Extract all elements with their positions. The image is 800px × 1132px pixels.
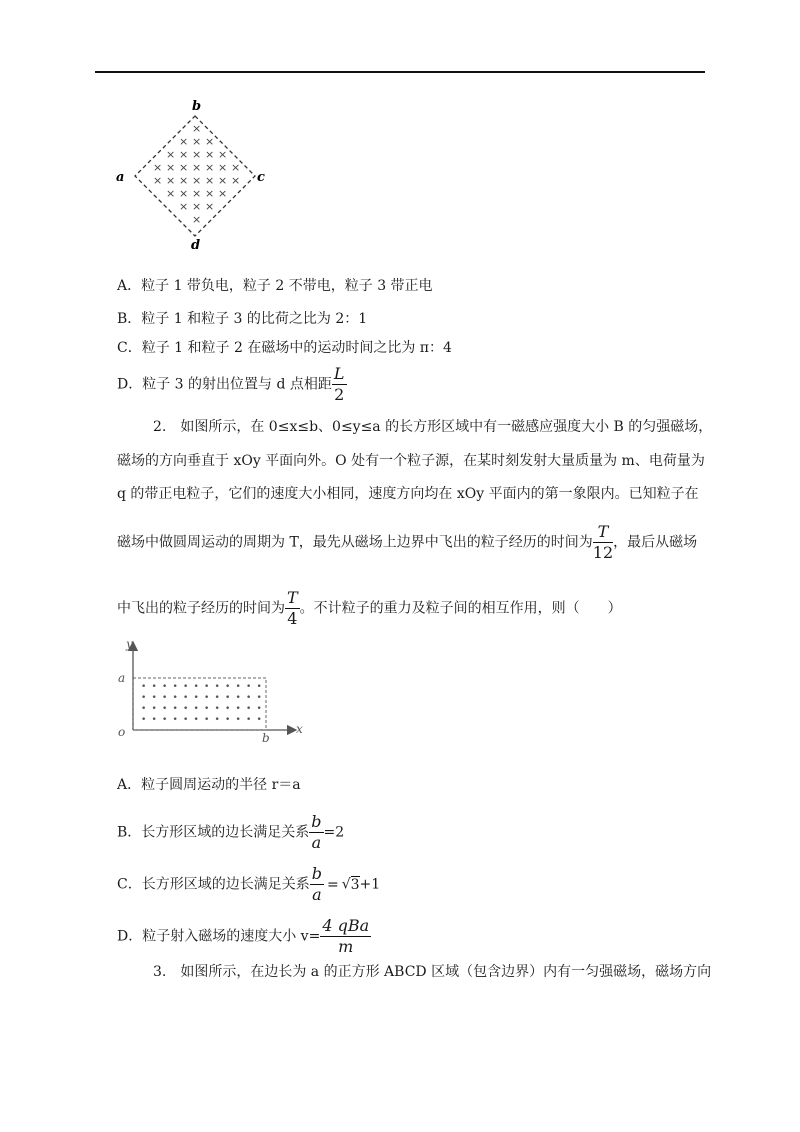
fig1-label-d: d bbox=[191, 238, 201, 252]
cross-mark: × bbox=[231, 161, 241, 174]
fraction-b-over-a: $\frac{b}{a}$ bbox=[311, 812, 322, 852]
q1-option-a[interactable] bbox=[117, 276, 433, 296]
q2-option-a[interactable] bbox=[117, 775, 301, 795]
dot-mark: • bbox=[204, 682, 210, 692]
q2-line-2: 磁场的方向垂直于 xOy 平面向外。O 处有一个粒子源，在某时刻发射大量质量为 m、电荷量为 bbox=[117, 453, 705, 469]
axis-label-x: x bbox=[296, 722, 303, 736]
cross-mark: × bbox=[166, 148, 176, 161]
dot-mark: • bbox=[214, 693, 220, 703]
option-letter: A． bbox=[117, 278, 142, 294]
cross-mark: × bbox=[192, 135, 202, 148]
fraction-b-over-a: $\frac{b}{a}$ bbox=[311, 864, 322, 904]
dot-mark: • bbox=[162, 693, 168, 703]
fraction-T-over-4: $\frac{T}{4}$ bbox=[287, 588, 298, 628]
dot-mark: • bbox=[204, 693, 210, 703]
dot-mark: • bbox=[235, 704, 241, 714]
dot-mark: • bbox=[225, 715, 231, 725]
dot-mark: • bbox=[256, 715, 262, 725]
dot-mark: • bbox=[246, 693, 252, 703]
cross-mark: × bbox=[179, 148, 189, 161]
cross-mark: × bbox=[205, 135, 215, 148]
dot-mark: • bbox=[225, 682, 231, 692]
dot-mark: • bbox=[204, 704, 210, 714]
option-letter: D． bbox=[117, 928, 143, 945]
cross-mark: × bbox=[205, 161, 215, 174]
dot-mark: • bbox=[235, 693, 241, 703]
field-cross-marks bbox=[153, 122, 240, 226]
label-origin-o: o bbox=[118, 725, 126, 739]
cross-mark: × bbox=[205, 174, 215, 187]
cross-mark: × bbox=[166, 174, 176, 187]
q2-line-4: 磁场中做圆周运动的周期为 T，最先从磁场上边界中飞出的粒子经历的时间为 $\frac{T}{12}$ ，最后从磁场 bbox=[117, 522, 698, 562]
q2-line-1: 2. 如图所示，在 0≤x≤b、0≤y≤a 的长方形区域中有一磁感应强度大小 B 的匀强磁场， bbox=[153, 419, 713, 435]
fraction-velocity: $\frac{\text{4 qBa}}{m}$ bbox=[322, 916, 370, 956]
option-text: 粒子射入磁场的速度大小 v= bbox=[142, 928, 321, 945]
dot-mark: • bbox=[151, 704, 157, 714]
cross-mark: × bbox=[192, 174, 202, 187]
cross-mark: × bbox=[205, 200, 215, 213]
cross-mark: × bbox=[179, 187, 189, 200]
dot-mark: • bbox=[162, 704, 168, 714]
option-letter: D． bbox=[117, 376, 143, 393]
dot-mark: • bbox=[246, 682, 252, 692]
sqrt-radicand: 3 bbox=[350, 876, 360, 893]
dot-mark: • bbox=[162, 682, 168, 692]
dot-mark: • bbox=[141, 715, 147, 725]
dot-mark: • bbox=[246, 704, 252, 714]
sqrt-sign: √ bbox=[341, 876, 351, 893]
q1-option-b[interactable] bbox=[117, 309, 367, 329]
dot-mark: • bbox=[193, 704, 199, 714]
option-letter: B． bbox=[117, 824, 142, 841]
dot-mark: • bbox=[225, 693, 231, 703]
cross-mark: × bbox=[218, 148, 228, 161]
dot-mark: • bbox=[183, 693, 189, 703]
q2-option-c[interactable]: C．长方形区域的边长满足关系 $\frac{b}{a}$ = √3+1 bbox=[117, 864, 381, 904]
dot-mark: • bbox=[193, 715, 199, 725]
cross-mark: × bbox=[218, 161, 228, 174]
dot-mark: • bbox=[193, 693, 199, 703]
fig1-label-b: b bbox=[192, 99, 202, 114]
option-text: 粒子 1 带负电，粒子 2 不带电，粒子 3 带正电 bbox=[141, 278, 433, 294]
cross-mark: × bbox=[153, 174, 163, 187]
dot-mark: • bbox=[235, 715, 241, 725]
fig1-label-a: a bbox=[116, 170, 125, 185]
option-text: 长方形区域的边长满足关系 bbox=[141, 876, 310, 893]
header-rule bbox=[95, 71, 705, 73]
cross-mark: × bbox=[205, 187, 215, 200]
cross-mark: × bbox=[166, 187, 176, 200]
dot-mark: • bbox=[183, 715, 189, 725]
q1-option-c[interactable] bbox=[117, 338, 452, 358]
field-dot-marks bbox=[141, 682, 262, 725]
dot-mark: • bbox=[141, 682, 147, 692]
dot-mark: • bbox=[256, 693, 262, 703]
option-text: 粒子圆周运动的半径 r＝a bbox=[141, 777, 301, 793]
option-text: 粒子 1 和粒子 3 的比荷之比为 2：1 bbox=[141, 311, 368, 327]
cross-mark: × bbox=[179, 174, 189, 187]
dot-mark: • bbox=[151, 693, 157, 703]
label-b: b bbox=[262, 731, 270, 744]
option-letter: C． bbox=[117, 876, 142, 893]
cross-mark: × bbox=[192, 161, 202, 174]
dot-mark: • bbox=[183, 682, 189, 692]
cross-mark: × bbox=[179, 161, 189, 174]
option-text: 粒子 3 的射出位置与 d 点相距 bbox=[142, 376, 332, 393]
dot-mark: • bbox=[141, 693, 147, 703]
option-letter: C． bbox=[117, 340, 142, 356]
dot-mark: • bbox=[172, 704, 178, 714]
dot-mark: • bbox=[141, 704, 147, 714]
figure-rectangle-field bbox=[112, 636, 308, 744]
fig1-label-c: c bbox=[257, 170, 265, 185]
cross-mark: × bbox=[218, 187, 228, 200]
q3-number: 3. bbox=[153, 964, 167, 980]
cross-mark: × bbox=[231, 174, 241, 187]
dot-mark: • bbox=[172, 682, 178, 692]
axis-label-y: y bbox=[126, 637, 133, 651]
dot-mark: • bbox=[183, 704, 189, 714]
option-text: 粒子 1 和粒子 2 在磁场中的运动时间之比为 π：4 bbox=[141, 340, 452, 356]
dot-mark: • bbox=[256, 682, 262, 692]
cross-mark: × bbox=[166, 161, 176, 174]
cross-mark: × bbox=[192, 213, 202, 226]
q2-number: 2. bbox=[153, 419, 167, 435]
dot-mark: • bbox=[214, 715, 220, 725]
dot-mark: • bbox=[151, 715, 157, 725]
cross-mark: × bbox=[192, 200, 202, 213]
cross-mark: × bbox=[192, 122, 202, 135]
figure-diamond-field bbox=[112, 96, 272, 252]
option-letter: B． bbox=[117, 311, 142, 327]
dot-mark: • bbox=[235, 682, 241, 692]
dot-mark: • bbox=[172, 693, 178, 703]
q1-option-d[interactable] bbox=[117, 366, 347, 403]
q2-line-3: q 的带正电粒子，它们的速度大小相同，速度方向均在 xOy 平面内的第一象限内。已知粒子在 bbox=[117, 486, 699, 502]
option-text: 长方形区域的边长满足关系 bbox=[141, 824, 310, 841]
dot-mark: • bbox=[256, 704, 262, 714]
dot-mark: • bbox=[214, 682, 220, 692]
cross-mark: × bbox=[192, 187, 202, 200]
cross-mark: × bbox=[192, 148, 202, 161]
label-a: a bbox=[118, 671, 126, 685]
dot-mark: • bbox=[172, 715, 178, 725]
fraction-T-over-12: $\frac{T}{12}$ bbox=[592, 522, 614, 562]
option-letter: A． bbox=[117, 777, 142, 793]
dot-mark: • bbox=[193, 682, 199, 692]
dot-mark: • bbox=[246, 715, 252, 725]
dot-mark: • bbox=[151, 682, 157, 692]
cross-mark: × bbox=[179, 200, 189, 213]
q2-line-5: 中飞出的粒子经历的时间为 $\frac{T}{4}$ 。不计粒子的重力及粒子间的相互作用，则（ ） bbox=[117, 588, 622, 628]
dot-mark: • bbox=[204, 715, 210, 725]
cross-mark: × bbox=[179, 135, 189, 148]
cross-mark: × bbox=[205, 148, 215, 161]
dot-mark: • bbox=[225, 704, 231, 714]
fraction-L-over-2: $\frac{L}{2}$ bbox=[333, 364, 345, 404]
q2-option-d[interactable] bbox=[117, 918, 371, 955]
dot-mark: • bbox=[214, 704, 220, 714]
cross-mark: × bbox=[153, 161, 163, 174]
q3-line-1: 3. 如图所示，在边长为 a 的正方形 ABCD 区域（包含边界）内有一匀强磁场，磁场方向 bbox=[153, 964, 712, 980]
cross-mark: × bbox=[218, 174, 228, 187]
dot-mark: • bbox=[162, 715, 168, 725]
q2-option-b[interactable]: B．长方形区域的边长满足关系 $\frac{b}{a}$ =2 bbox=[117, 812, 345, 852]
